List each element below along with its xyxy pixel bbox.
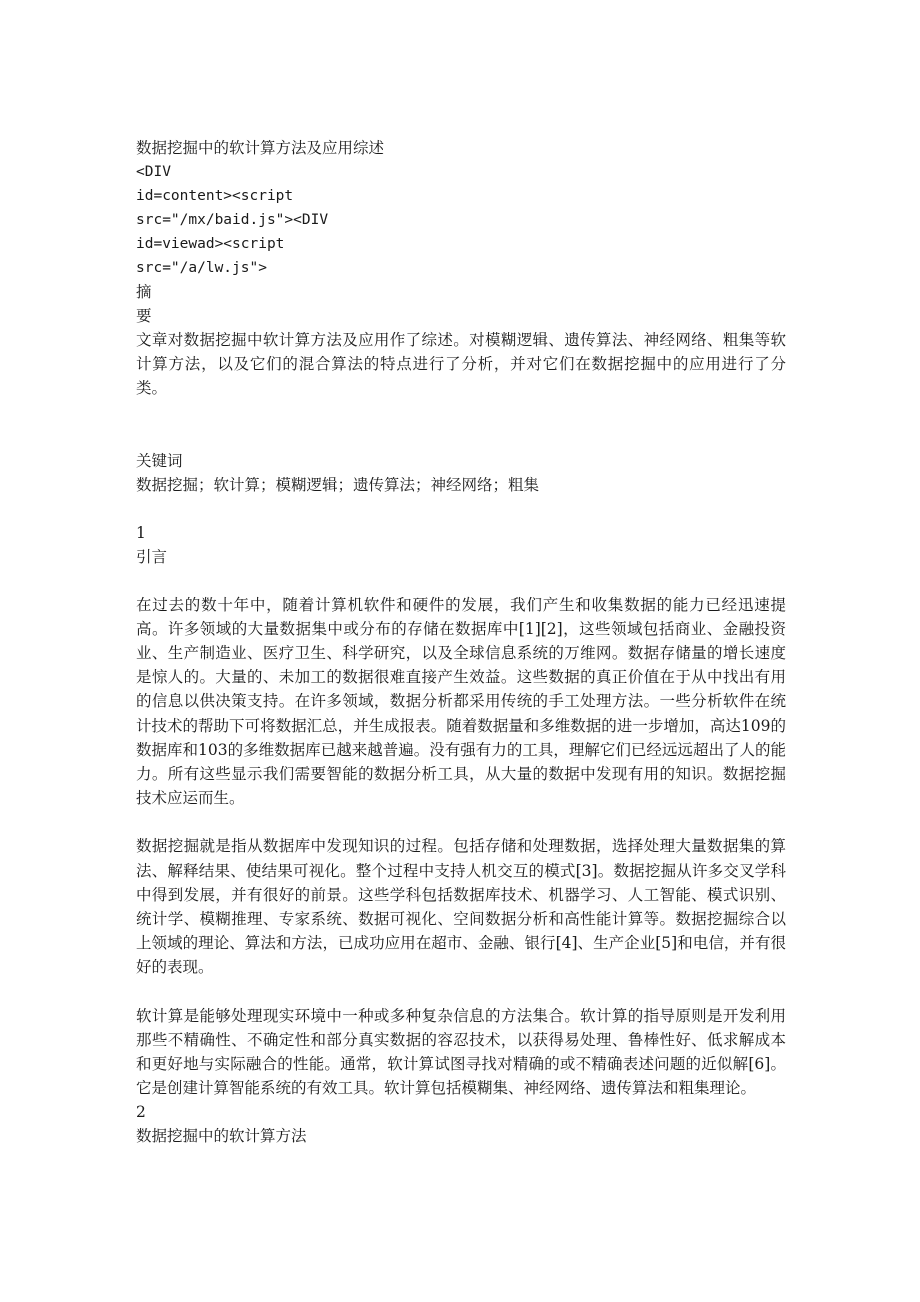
keywords-text: 数据挖掘；软计算；模糊逻辑；遗传算法；神经网络；粗集 (136, 475, 540, 494)
spacer (136, 810, 786, 834)
code-line: src="/a/lw.js"> (136, 260, 267, 276)
abstract-label-2: 要 (136, 307, 152, 325)
abstract-text: 文章对数据挖掘中软计算方法及应用作了综述。对模糊逻辑、遗传算法、神经网络、粗集等软计算方法，以及它们的混合算法的特点进行了分析，并对它们在数据挖掘中的应用进行了分类。 (136, 331, 786, 398)
spacer (136, 980, 786, 1004)
section-number: 1 (136, 523, 146, 542)
section-number: 2 (136, 1103, 146, 1122)
section-heading: 数据挖掘中的软计算方法 (136, 1127, 307, 1146)
code-line: <DIV (136, 164, 171, 180)
spacer (136, 569, 786, 593)
body-paragraph: 软计算是能够处理现实环境中一种或多种复杂信息的方法集合。软计算的指导原则是开发利用那些不精确性、不确定性和部分真实数据的容忍技术，以获得易处理、鲁棒性好、低求解成本和更好地与实际融合的性能。通常，软计算试图寻找对精确的或不精确表述问题的近似解[6]。它是创建计算智能系统的有效工具。软计算包括模糊集、神经网络、遗传算法和粗集理论。 (136, 1006, 786, 1098)
code-line: id=viewad><script (136, 236, 285, 252)
body-paragraph: 在过去的数十年中，随着计算机软件和硬件的发展，我们产生和收集数据的能力已经迅速提高。许多领域的大量数据集中或分布的存储在数据库中[1][2]，这些领域包括商业、金融投资业、生产制造业、医疗卫生、科学研究，以及全球信息系统的万维网。数据存储量的增长速度是惊人的。大量的、未加工的数据很难直接产生效益。这些数据的真正价值在于从中找出有用的信息以供决策支持。在许多领域，数据分析都采用传统的手工处理方法。一些分析软件在统计技术的帮助下可将数据汇总，并生成报表。随着数据量和多维数据的进一步增加，高达109的数据库和103的多维数据库已越来越普遍。没有强有力的工具，理解它们已经远远超出了人的能力。所有这些显示我们需要智能的数据分析工具，从大量的数据中发现有用的知识。数据挖掘技术应运而生。 (136, 595, 786, 808)
document-page (136, 136, 786, 1148)
code-line: src="/mx/baid.js"><DIV (136, 212, 329, 228)
spacer (136, 401, 786, 449)
code-line: id=content><script (136, 188, 294, 204)
section-heading: 引言 (136, 547, 168, 566)
document-title: 数据挖掘中的软计算方法及应用综述 (136, 139, 385, 157)
abstract-label-1: 摘 (136, 283, 152, 301)
keywords-label: 关键词 (136, 451, 183, 470)
spacer (136, 497, 786, 521)
body-paragraph: 数据挖掘就是指从数据库中发现知识的过程。包括存储和处理数据，选择处理大量数据集的算法、解释结果、使结果可视化。整个过程中支持人机交互的模式[3]。数据挖掘从许多交叉学科中得到发展，并有很好的前景。这些学科包括数据库技术、机器学习、人工智能、模式识别、统计学、模糊推理、专家系统、数据可视化、空间数据分析和高性能计算等。数据挖掘综合以上领域的理论、算法和方法，已成功应用在超市、金融、银行[4]、生产企业[5]和电信，并有很好的表现。 (136, 837, 786, 977)
